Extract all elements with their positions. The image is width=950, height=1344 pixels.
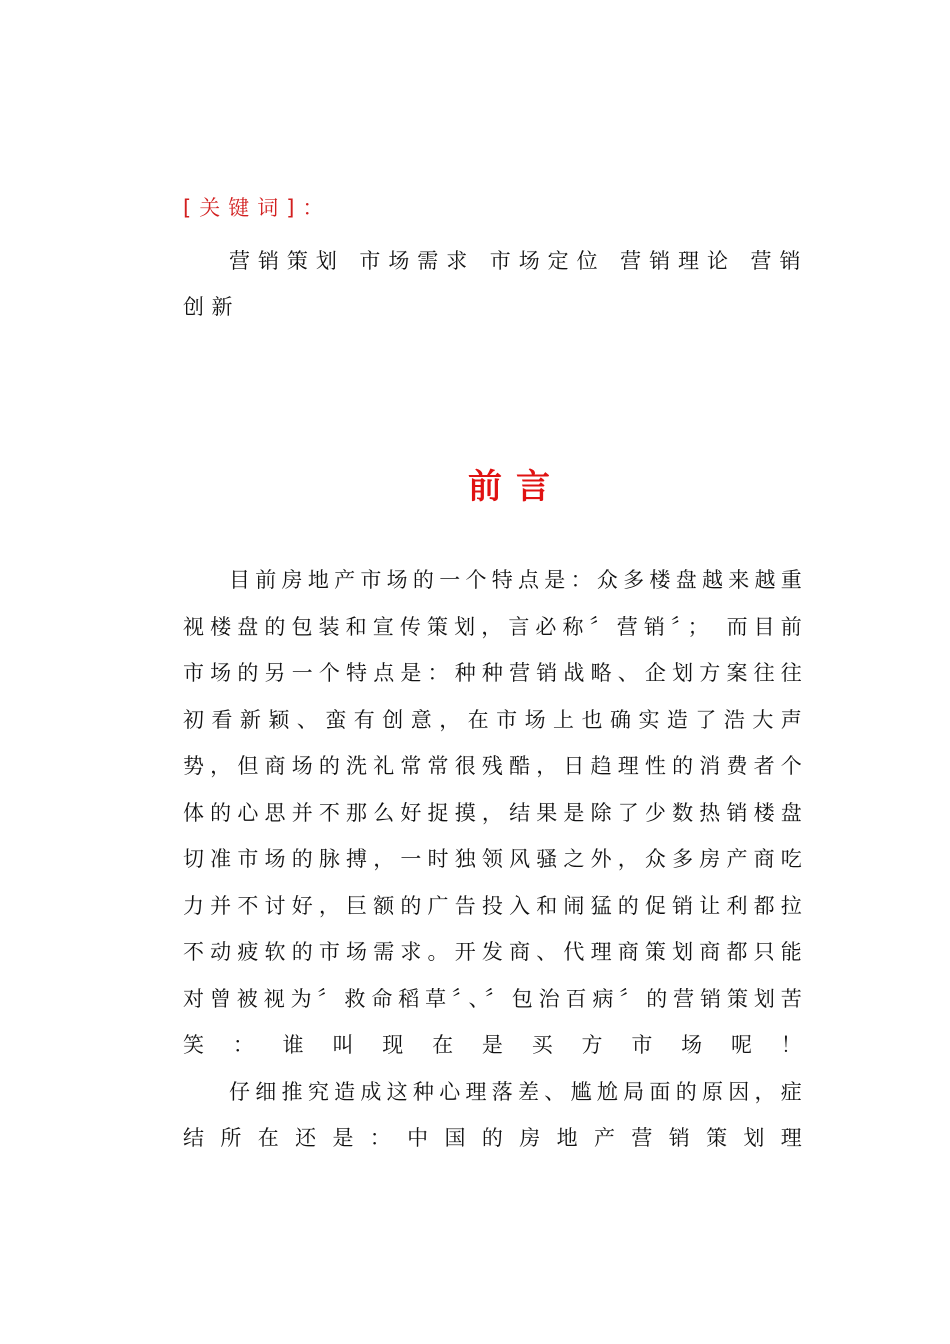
preface-title: 前言 [468,467,564,507]
preface-paragraph: 仔细推究造成这种心理落差、尴尬局面的原因，症结所在还是：中国的房地产营销策划理 [183,1079,807,1150]
preface-body [183,557,807,1162]
keywords-label: [关键词]： [183,196,332,220]
preface-paragraph: 目前房地产市场的一个特点是：众多楼盘越来越重视楼盘的包装和宣传策划，言必称〞营销〞； 而目前市场的另一个特点是：种种营销战略、企划方案往往初看新颖、蛮有创意，在市场上也确实造了浩大声势，但商场的洗礼常常很残酷，日趋理性的消费者个体的心思并不那么好捉摸，结果是除了少数热销楼盘切准市场的脉搏，一时独领风骚之外，众多房产商吃力并不讨好，巨额的广告投入和闹猛的促销让利都拉不动疲软的市场需求。开发商、代理商策划商都只能对曾被视为〞救命稻草〞、〞包治百病〞的营销策划苦笑：谁叫现在是买方市场呢！ [183,568,807,1057]
keywords-list: 营销策划 市场需求 市场定位 营销理论 营销创新 [183,249,808,319]
